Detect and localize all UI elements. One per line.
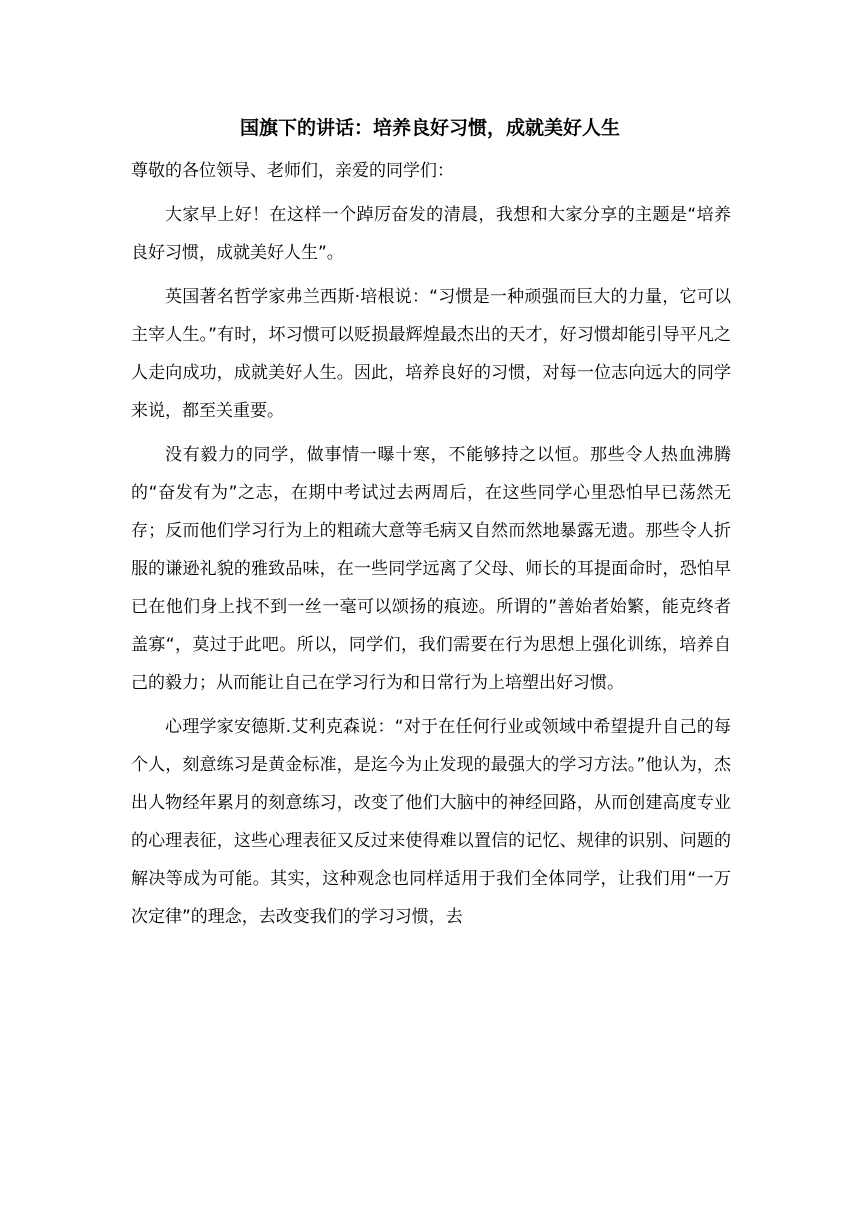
paragraph-bacon-quote: 英国著名哲学家弗兰西斯·培根说：“习惯是一种顽强而巨大的力量，它可以主宰人生。”有时，坏习惯可以贬损最辉煌最杰出的天才，好习惯却能引导平凡之人走向成功，成就美好人生。因此，培养良好的习惯，对每一位志向远大的同学来说，都至关重要。 (131, 287, 731, 421)
document-body (131, 152, 731, 936)
salutation: 尊敬的各位领导、老师们，亲爱的同学们： (131, 161, 454, 181)
paragraph-perseverance: 没有毅力的同学，做事情一曝十寒，不能够持之以恒。那些令人热血沸腾的“奋发有为”之志，在期中考试过去两周后，在这些同学心里恐怕早已荡然无存；反而他们学习行为上的粗疏大意等毛病又自然而然地暴露无遗。那些令人折服的谦逊礼貌的雅致品味，在一些同学远离了父母、师长的耳提面命时，恐怕早已在他们身上找不到一丝一毫可以颂扬的痕迹。所谓的”善始者始繁，能克终者盖寡“，莫过于此吧。所以，同学们，我们需要在行为思想上强化训练，培养自己的毅力；从而能让自己在学习行为和日常行为上培塑出好习惯。 (131, 445, 731, 693)
paragraph-deliberate-practice: 心理学家安德斯.艾利克森说：“对于在任何行业或领域中希望提升自己的每个人，刻意练习是黄金标准，是迄今为止发现的最强大的学习方法。”他认为，杰出人物经年累月的刻意练习，改变了他们大脑中的神经回路，从而创建高度专业的心理表征，这些心理表征又反过来使得难以置信的记忆、规律的识别、问题的解决等成为可能。其实，这种观念也同样适用于我们全体同学，让我们用“一万次定律”的理念，去改变我们的学习习惯，去 (131, 717, 731, 927)
paragraph-greeting: 大家早上好！在这样一个踔厉奋发的清晨，我想和大家分享的主题是“培养良好习惯，成就美好人生”。 (131, 205, 731, 263)
page-title: 国旗下的讲话：培养良好习惯，成就美好人生 (239, 117, 620, 139)
